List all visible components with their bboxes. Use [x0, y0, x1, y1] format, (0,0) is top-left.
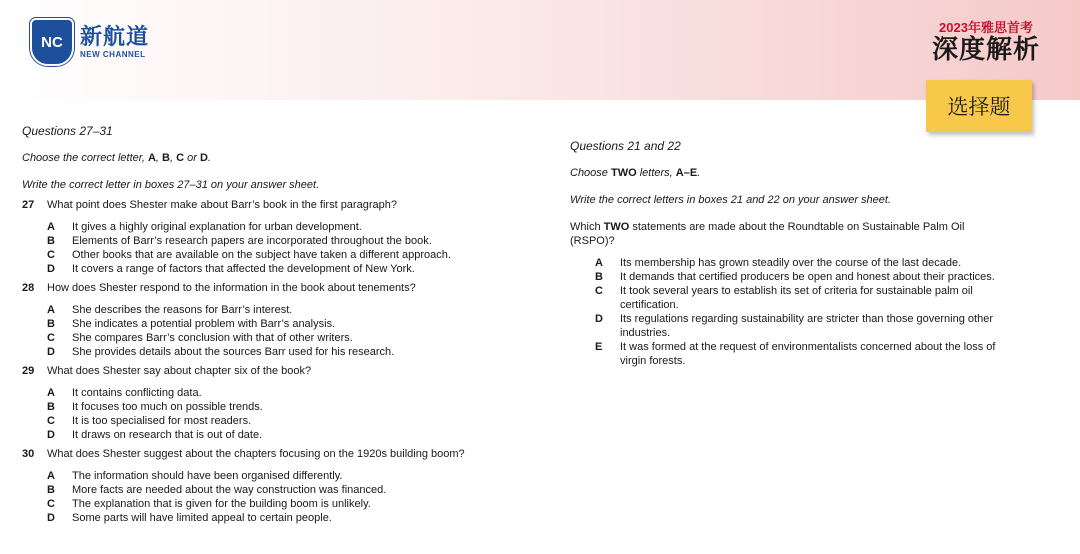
- option-row: [47, 317, 492, 331]
- option-row: [47, 303, 492, 317]
- option-letter: D: [47, 512, 55, 524]
- instr-text: .: [697, 167, 701, 179]
- option-row: [47, 345, 492, 359]
- exam-badge: [932, 20, 1040, 63]
- option-text: More facts are needed about the way construction was financed.: [72, 484, 387, 496]
- q-text: Which: [570, 221, 604, 233]
- question-number: 27: [22, 199, 35, 211]
- letter-b: B: [162, 152, 170, 164]
- option-row: [595, 340, 1015, 368]
- option-row: [47, 414, 492, 428]
- option-row: [595, 284, 1015, 312]
- option-list: [47, 220, 492, 276]
- option-letter: C: [47, 415, 55, 427]
- left-instruction-1: [22, 151, 492, 165]
- right-option-list: [595, 256, 1040, 368]
- option-letter: A: [47, 470, 55, 482]
- sep: ,: [155, 152, 163, 164]
- option-text: The explanation that is given for the building boom is unlikely.: [72, 498, 371, 510]
- option-text: She provides details about the sources Barr used for his research.: [72, 346, 395, 358]
- header-banner: [0, 0, 1080, 100]
- option-text: The information should have been organised differently.: [72, 470, 343, 482]
- option-text: It demands that certified producers be open and honest about their practices.: [620, 271, 995, 283]
- left-instruction-2: Write the correct letter in boxes 27–31 on your answer sheet.: [22, 179, 320, 191]
- left-heading: Questions 27–31: [22, 124, 113, 138]
- option-row: [47, 386, 492, 400]
- option-row: [47, 248, 492, 262]
- option-row: [47, 262, 492, 276]
- question-number: 29: [22, 365, 35, 377]
- option-row: [47, 483, 492, 497]
- q-text: statements are made about the Roundtable on Sustainable Palm Oil (RSPO)?: [570, 221, 965, 247]
- letter-a: A: [147, 152, 156, 164]
- option-text: It focuses too much on possible trends.: [72, 401, 263, 413]
- option-row: [595, 270, 1015, 284]
- option-text: She compares Barr’s conclusion with that of other writers.: [72, 332, 353, 344]
- option-text: Some parts will have limited appeal to certain people.: [72, 512, 332, 524]
- right-instruction-2: Write the correct letters in boxes 21 and 22 on your answer sheet.: [570, 194, 891, 206]
- option-letter: C: [47, 332, 55, 344]
- question-text: What does Shester say about chapter six of the book?: [47, 365, 312, 377]
- instr-text: Choose: [570, 167, 611, 179]
- option-text: It is too specialised for most readers.: [72, 415, 252, 427]
- option-letter: D: [595, 313, 603, 325]
- question-row: [22, 281, 492, 295]
- logo-text: [80, 23, 150, 59]
- option-letter: A: [47, 221, 55, 233]
- sep: or: [184, 152, 200, 164]
- option-text: It took several years to establish its set of criteria for sustainable palm oil certification.: [620, 285, 973, 311]
- right-question: [570, 220, 990, 248]
- option-text: Elements of Barr’s research papers are incorporated throughout the book.: [72, 235, 432, 247]
- option-list: [47, 386, 492, 442]
- option-row: [47, 469, 492, 483]
- option-row: [47, 511, 492, 525]
- question-type-tag: 选择题: [926, 80, 1032, 132]
- badge-subtitle: 2023年雅思首考: [939, 20, 1033, 35]
- badge-title: 深度解析: [931, 34, 1040, 64]
- option-row: [595, 256, 1015, 270]
- option-row: [47, 428, 492, 442]
- question-row: [22, 198, 492, 212]
- option-row: [47, 400, 492, 414]
- option-text: It contains conflicting data.: [72, 387, 202, 399]
- logo-mark: NC: [41, 33, 63, 51]
- option-letter: A: [595, 257, 603, 269]
- option-letter: B: [595, 271, 603, 283]
- option-row: [47, 234, 492, 248]
- option-letter: B: [47, 484, 55, 496]
- instr-text: letters,: [636, 167, 676, 179]
- left-question-list: [22, 198, 492, 525]
- option-letter: C: [47, 498, 55, 510]
- option-letter: B: [47, 401, 55, 413]
- option-text: Other books that are available on the subject have taken a different approach.: [72, 249, 451, 261]
- option-row: [47, 497, 492, 511]
- letter-c: C: [176, 152, 185, 164]
- option-letter: B: [47, 318, 55, 330]
- shield-logo-icon: [30, 18, 74, 66]
- logo-en: NEW CHANNEL: [80, 49, 146, 59]
- two-emph: TWO: [610, 167, 637, 179]
- instr-text: Choose the correct letter,: [22, 152, 148, 164]
- question-row: [22, 364, 492, 378]
- question-row: [22, 447, 492, 461]
- question-text: What point does Shester make about Barr’s book in the first paragraph?: [47, 199, 397, 211]
- option-text: It was formed at the request of environmentalists concerned about the loss of virgin forests.: [620, 341, 996, 367]
- option-list: [47, 303, 492, 359]
- option-text: Its regulations regarding sustainability are stricter than those governing other industries.: [620, 313, 993, 339]
- letter-d: D: [199, 152, 208, 164]
- question-number: 28: [22, 282, 35, 294]
- right-column: [570, 139, 1040, 368]
- brand-logo: [30, 18, 149, 66]
- option-row: [595, 312, 1015, 340]
- option-row: [47, 331, 492, 345]
- sep: .: [207, 152, 211, 164]
- option-text: She indicates a potential problem with Barr’s analysis.: [72, 318, 336, 330]
- option-letter: A: [47, 304, 55, 316]
- option-text: She describes the reasons for Barr’s interest.: [72, 304, 293, 316]
- sep: ,: [169, 152, 177, 164]
- option-letter: C: [47, 249, 55, 261]
- question-text: What does Shester suggest about the chapters focusing on the 1920s building boom?: [47, 448, 465, 460]
- option-letter: C: [595, 285, 603, 297]
- question-text: How does Shester respond to the information in the book about tenements?: [47, 282, 416, 294]
- option-letter: A: [47, 387, 55, 399]
- right-heading: Questions 21 and 22: [570, 139, 681, 153]
- right-instruction-1: [570, 166, 1040, 180]
- question-number: 30: [22, 448, 35, 460]
- two-emph: TWO: [603, 221, 630, 233]
- option-letter: E: [595, 341, 603, 353]
- option-list: [47, 469, 492, 525]
- option-letter: D: [47, 346, 55, 358]
- option-letter: B: [47, 235, 55, 247]
- option-text: It gives a highly original explanation for urban development.: [72, 221, 362, 233]
- option-text: It covers a range of factors that affected the development of New York.: [72, 263, 415, 275]
- option-letter: D: [47, 429, 55, 441]
- letter-range: A–E: [675, 167, 698, 179]
- left-column: [22, 124, 492, 530]
- logo-cn: 新航道: [80, 23, 150, 49]
- option-letter: D: [47, 263, 55, 275]
- option-text: Its membership has grown steadily over the course of the last decade.: [620, 257, 962, 269]
- option-row: [47, 220, 492, 234]
- option-text: It draws on research that is out of date.: [72, 429, 263, 441]
